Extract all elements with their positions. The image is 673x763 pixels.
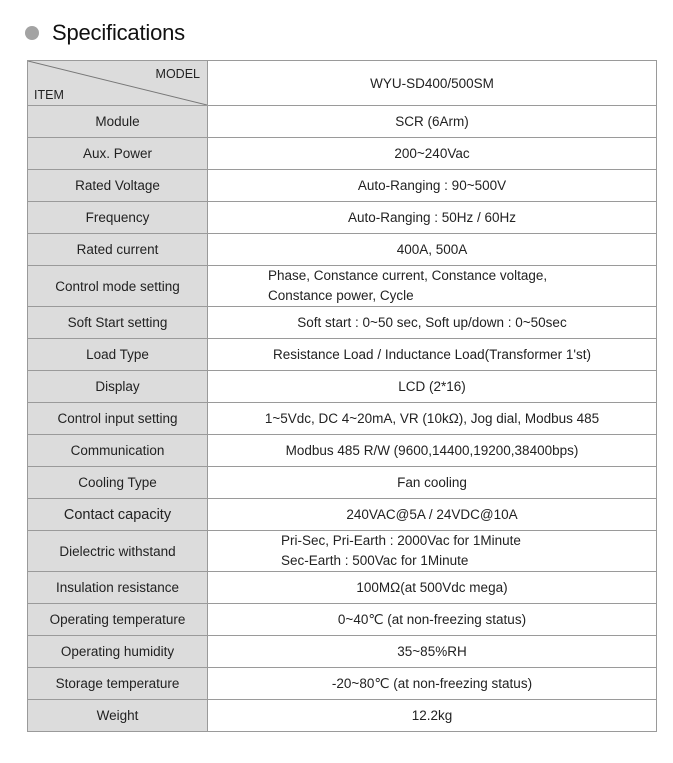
value-cell: 35~85%RH [208,636,657,668]
item-cell: Load Type [28,339,208,371]
value-cell: 0~40℃ (at non-freezing status) [208,604,657,636]
value-line: Constance power, Cycle [268,288,414,303]
value-line: Phase, Constance current, Constance voltage, [268,268,548,283]
item-cell: Cooling Type [28,467,208,499]
table-row [28,700,657,732]
table-row [28,138,657,170]
table-row [28,202,657,234]
value-cell: Fan cooling [208,467,657,499]
item-cell: Rated current [28,234,208,266]
value-cell: 12.2kg [208,700,657,732]
value-cell: Soft start : 0~50 sec, Soft up/down : 0~50sec [208,307,657,339]
item-cell: Aux. Power [28,138,208,170]
table-row [28,435,657,467]
item-cell: Frequency [28,202,208,234]
value-cell [208,266,657,307]
section-heading [25,18,185,48]
value-cell: SCR (6Arm) [208,106,657,138]
value-cell: 100MΩ(at 500Vdc mega) [208,572,657,604]
value-cell: 240VAC@5A / 24VDC@10A [208,499,657,531]
table-row [28,339,657,371]
value-cell: Resistance Load / Inductance Load(Transformer 1'st) [208,339,657,371]
table-row [28,266,657,307]
value-cell: 200~240Vac [208,138,657,170]
value-cell: LCD (2*16) [208,371,657,403]
table-row [28,106,657,138]
table-row [28,170,657,202]
table-row [28,371,657,403]
table-row [28,531,657,572]
header-corner-cell [28,61,208,106]
table-row [28,604,657,636]
item-cell: Insulation resistance [28,572,208,604]
value-cell: Modbus 485 R/W (9600,14400,19200,38400bps) [208,435,657,467]
model-value-cell: WYU-SD400/500SM [208,61,657,106]
table-row [28,572,657,604]
item-cell: Module [28,106,208,138]
item-cell: Operating humidity [28,636,208,668]
value-cell: -20~80℃ (at non-freezing status) [208,668,657,700]
item-cell: Dielectric withstand [28,531,208,572]
specifications-table [27,60,657,732]
value-cell: 1~5Vdc, DC 4~20mA, VR (10kΩ), Jog dial, Modbus 485 [208,403,657,435]
item-cell: Soft Start setting [28,307,208,339]
item-cell: Communication [28,435,208,467]
table-row [28,668,657,700]
value-line: Sec-Earth : 500Vac for 1Minute [281,553,469,568]
item-column-label: ITEM [34,88,64,102]
item-cell: Control input setting [28,403,208,435]
item-cell: Control mode setting [28,266,208,307]
value-cell: Auto-Ranging : 50Hz / 60Hz [208,202,657,234]
table-row [28,467,657,499]
table-row [28,234,657,266]
item-cell: Storage temperature [28,668,208,700]
value-line: Pri-Sec, Pri-Earth : 2000Vac for 1Minute [281,533,521,548]
item-cell: Rated Voltage [28,170,208,202]
item-cell: Weight [28,700,208,732]
value-cell: Auto-Ranging : 90~500V [208,170,657,202]
table-row [28,636,657,668]
table-row [28,499,657,531]
item-cell: Display [28,371,208,403]
model-column-label: MODEL [155,67,200,81]
value-cell [208,531,657,572]
table-header-row [28,61,657,106]
page-title: Specifications [52,20,185,45]
value-cell: 400A, 500A [208,234,657,266]
item-cell: Contact capacity [28,499,208,531]
table-row [28,307,657,339]
item-cell: Operating temperature [28,604,208,636]
bullet-icon [25,26,39,40]
table-row [28,403,657,435]
